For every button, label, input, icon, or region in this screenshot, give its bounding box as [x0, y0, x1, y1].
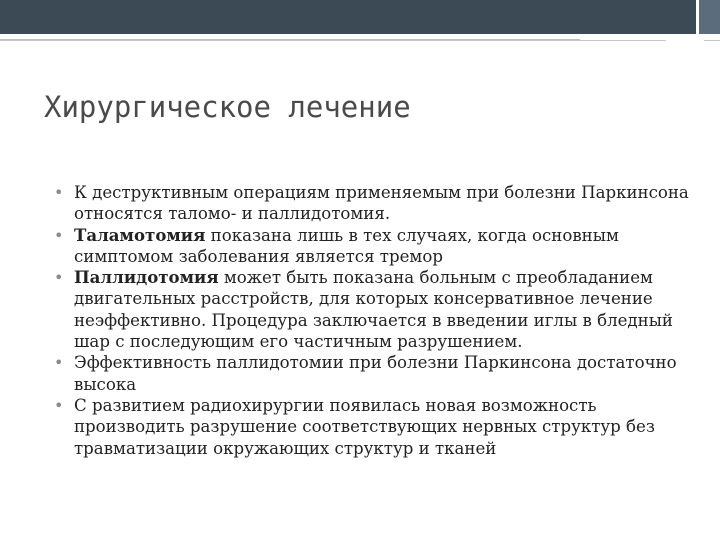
bullet-item — [52, 225, 692, 268]
bullet-text: Эффективность паллидотомии при болезни Паркинсона достаточно высока — [74, 353, 677, 394]
bullet-item — [52, 352, 692, 395]
bullet-item — [52, 395, 692, 459]
bullet-icon: • — [54, 353, 64, 373]
bullet-list — [52, 182, 692, 459]
header-rule — [0, 40, 666, 41]
header-band-accent — [699, 0, 720, 34]
header-rule — [704, 40, 720, 41]
bullet-text: К деструктивным операциям применяемым при болезни Паркинсона относятся таломо- и паллидотомия. — [74, 183, 689, 224]
bullet-icon: • — [54, 183, 64, 202]
header-rules — [0, 34, 720, 50]
bullet-icon: • — [54, 395, 64, 415]
bullet-text: показана лишь в тех случаях, когда основным симптомом заболевания является тремор — [74, 225, 619, 266]
bullet-item — [52, 267, 692, 352]
bullet-strong-term: Паллидотомия — [74, 267, 219, 288]
header-band-dark — [0, 0, 696, 34]
bullet-text: С развитием радиохирургии появилась новая возможность производить разрушение соответствующих нервных структур без травматизации окружающих структур и тканей — [74, 395, 655, 458]
bullet-strong-term: Таламотомия — [74, 224, 206, 245]
slide-title: Хирургическое лечение — [44, 90, 411, 124]
bullet-text: может быть показана больным с преобладанием двигательных расстройств, для которых консервативное лечение неэффективно. Процедура заключается в введении иглы в бледный шар с последующим его частичным разрушением. — [74, 268, 673, 352]
header-band — [0, 0, 720, 34]
bullet-icon: • — [54, 225, 64, 245]
bullet-item — [52, 182, 692, 225]
bullet-icon: • — [54, 268, 64, 288]
slide-body — [52, 182, 692, 459]
